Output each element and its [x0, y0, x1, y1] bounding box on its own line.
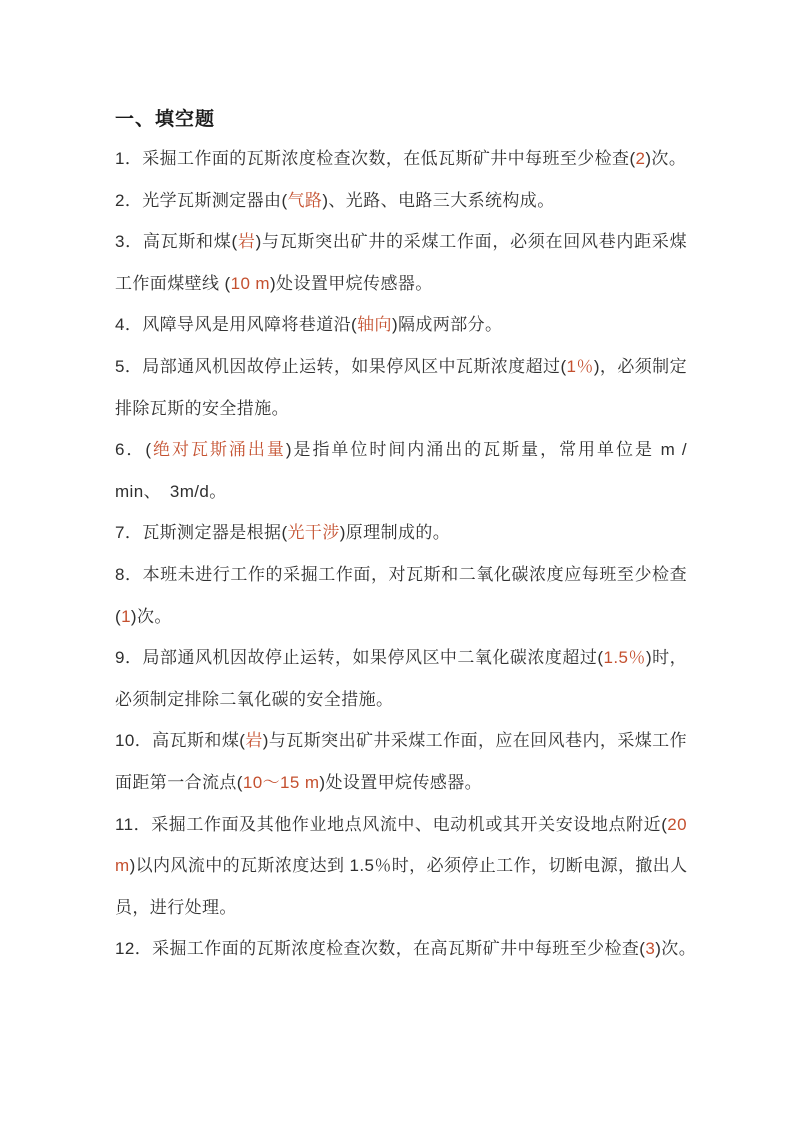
- answer-text: 2: [635, 149, 646, 168]
- question-5-line-1: [115, 346, 687, 388]
- question-text: )次。: [655, 939, 697, 959]
- answer-text: 岩: [245, 731, 263, 751]
- question-text: 4．风障导风是用风障将巷道沿(: [115, 315, 358, 335]
- question-6: [115, 429, 687, 512]
- question-7-line-1: [115, 512, 687, 554]
- question-text: 5．局部通风机因故停止运转，如果停风区中瓦斯浓度超过(: [115, 356, 567, 376]
- question-text: 7．瓦斯测定器是根据(: [115, 523, 288, 543]
- answer-text: 1: [121, 606, 131, 626]
- question-text: 3．高瓦斯和煤(: [115, 232, 238, 252]
- question-7: [115, 512, 687, 554]
- question-11-line-3: [115, 887, 687, 929]
- question-text: )隔成两部分。: [391, 315, 503, 335]
- answer-text: 岩: [237, 232, 256, 252]
- question-11-line-1: [115, 804, 687, 846]
- question-5: [115, 346, 687, 429]
- question-12: [115, 928, 697, 970]
- question-text: )时，: [645, 648, 687, 668]
- question-text: )次。: [130, 606, 172, 626]
- answer-text: m: [115, 856, 130, 876]
- question-8-line-2: [115, 596, 687, 638]
- question-3-line-2: [115, 263, 687, 305]
- question-text: 12．采掘工作面的瓦斯浓度检查次数，在高瓦斯矿井中每班至少检查(: [115, 939, 646, 959]
- answer-text: 3: [645, 939, 656, 959]
- question-4: [115, 304, 687, 346]
- question-text: 排除瓦斯的安全措施。: [115, 398, 289, 418]
- question-9: [115, 637, 687, 720]
- answer-text: 轴向: [357, 315, 392, 335]
- question-11: [115, 804, 687, 929]
- question-11-line-2: [115, 845, 687, 887]
- answer-text: 1％: [566, 356, 594, 376]
- question-10-line-1: [115, 720, 687, 762]
- question-2-line-1: [115, 180, 687, 222]
- question-12-line-1: [115, 928, 697, 970]
- question-list: [115, 138, 697, 970]
- question-text: )，必须制定: [593, 356, 688, 376]
- answer-text: 20: [667, 814, 687, 834]
- question-3: [115, 221, 687, 304]
- question-1: [115, 138, 687, 180]
- question-text: 9．局部通风机因故停止运转，如果停风区中二氧化碳浓度超过(: [115, 648, 604, 668]
- question-8: [115, 554, 687, 637]
- question-2: [115, 180, 687, 222]
- answer-text: 10～15 m: [242, 772, 320, 792]
- question-5-line-2: [115, 388, 687, 430]
- question-text: 1．采掘工作面的瓦斯浓度检查次数，在低瓦斯矿井中每班至少检查(: [115, 149, 636, 168]
- question-text: )、光路、电路三大系统构成。: [322, 190, 555, 210]
- answer-text: 光干涉: [287, 523, 340, 543]
- question-text: (: [115, 606, 122, 626]
- question-10-line-2: [115, 762, 687, 804]
- question-text: 2．光学瓦斯测定器由(: [115, 190, 288, 210]
- question-9-line-1: [115, 637, 687, 679]
- answer-text: 1.5％: [603, 648, 646, 668]
- question-text: 必须制定排除二氧化碳的安全措施。: [115, 689, 394, 709]
- question-9-line-2: [115, 679, 687, 721]
- section-heading: 一、填空题: [115, 109, 216, 130]
- question-6-line-1: [115, 429, 687, 471]
- question-3-line-1: [115, 221, 687, 263]
- question-text: )以内风流中的瓦斯浓度达到 1.5％时，必须停止工作，切断电源，撤出人: [129, 856, 688, 876]
- question-text: 6．(: [115, 440, 152, 460]
- question-1-line-1: [115, 138, 687, 180]
- question-text: )原理制成的。: [339, 523, 451, 543]
- answer-text: 10 m: [230, 273, 270, 293]
- question-4-line-1: [115, 304, 687, 346]
- answer-text: 绝对瓦斯涌出量: [151, 440, 286, 460]
- question-text: min、 3m/d。: [115, 481, 227, 501]
- question-text: )是指单位时间内涌出的瓦斯量，常用单位是 m /: [285, 440, 687, 460]
- question-text: )与瓦斯突出矿井采煤工作面，应在回风巷内，采煤工作: [262, 731, 688, 751]
- question-text: )处设置甲烷传感器。: [319, 772, 483, 792]
- question-6-line-2: [115, 471, 687, 513]
- question-text: 11．采掘工作面及其他作业地点风流中、电动机或其开关安设地点附近(: [115, 814, 668, 834]
- question-text: )次。: [645, 149, 687, 168]
- question-text: 8．本班未进行工作的采掘工作面，对瓦斯和二氧化碳浓度应每班至少检查: [115, 564, 687, 584]
- question-text: 面距第一合流点(: [115, 772, 243, 792]
- answer-text: 气路: [287, 190, 323, 210]
- question-text: )处设置甲烷传感器。: [270, 273, 433, 293]
- question-8-line-1: [115, 554, 687, 596]
- question-text: )与瓦斯突出矿井的采煤工作面，必须在回风巷内距采煤: [255, 232, 687, 252]
- question-text: 工作面煤壁线 (: [115, 273, 231, 293]
- question-text: 10．高瓦斯和煤(: [115, 731, 246, 751]
- question-10: [115, 720, 687, 803]
- question-text: 员，进行处理。: [115, 897, 237, 917]
